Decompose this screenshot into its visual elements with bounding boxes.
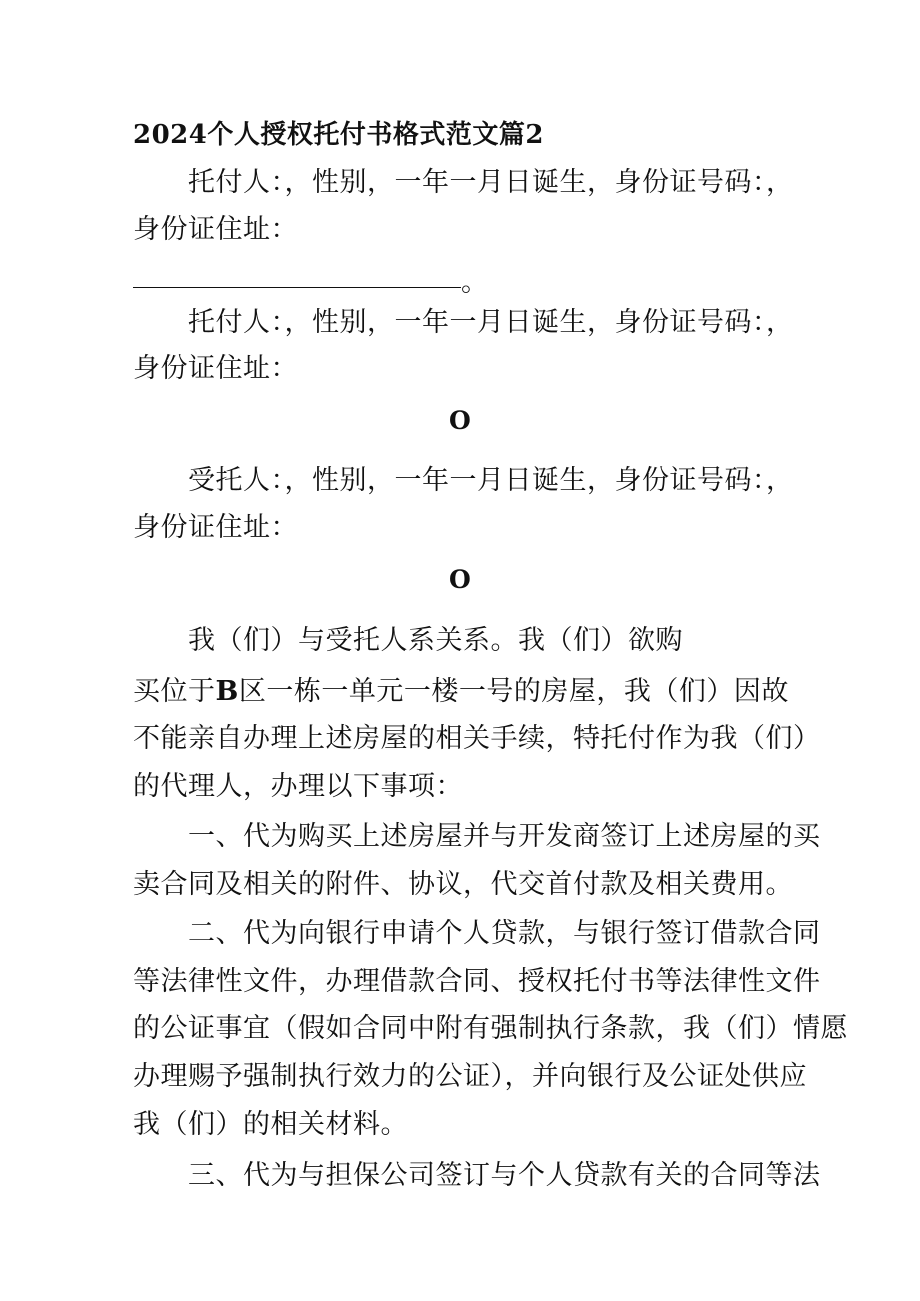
item-2-line-4: 办理赐予强制执行效力的公证），并向银行及公证处供应 [133,1061,807,1092]
relation-line-2 [133,675,789,709]
agent-line-1: 受托人：，性别，一年一月日诞生，身份证号码：， [188,465,794,496]
principal-1-end: 。 [461,267,488,298]
principal-2-line-2: 身份证住址： [133,353,298,384]
blank-underline [133,287,461,288]
item-1-line-1: 一、代为购买上述房屋并与开发商签订上述房屋的买 [188,821,821,852]
principal-2-end: O [449,406,471,435]
document-title: 2024个人授权托付书格式范文篇2 [133,120,544,150]
item-2-line-2: 等法律性文件，办理借款合同、授权托付书等法律性文件 [133,966,821,997]
relation-line-4: 的代理人，办理以下事项： [133,771,463,802]
item-1-line-2: 卖合同及相关的附件、协议，代交首付款及相关费用。 [133,869,793,900]
item-2-line-3: 的公证事宜（假如合同中附有强制执行条款，我（们）情愿 [133,1013,848,1044]
relation-line-2-c: 区一栋一单元一楼一号的房屋，我（们）因故 [238,676,789,707]
item-3-line-1: 三、代为与担保公司签订与个人贷款有关的合同等法 [188,1160,821,1191]
principal-2-line-1: 托付人：，性别，一年一月日诞生，身份证号码：， [188,307,794,338]
principal-1-line-2: 身份证住址： [133,214,298,245]
item-2-line-1: 二、代为向银行申请个人贷款，与银行签订借款合同 [188,918,821,949]
relation-line-2-b: B [215,676,239,707]
agent-end: O [449,565,471,594]
relation-line-1: 我（们）与受托人系关系。我（们）欲购 [188,625,683,656]
relation-line-2-a: 买位于 [133,676,216,707]
item-2-line-5: 我（们）的相关材料。 [133,1109,408,1140]
principal-1-line-1: 托付人：，性别，一年一月日诞生，身份证号码：， [188,167,794,198]
relation-line-3: 不能亲自办理上述房屋的相关手续，特托付作为我（们） [133,723,821,754]
agent-line-2: 身份证住址： [133,512,298,543]
